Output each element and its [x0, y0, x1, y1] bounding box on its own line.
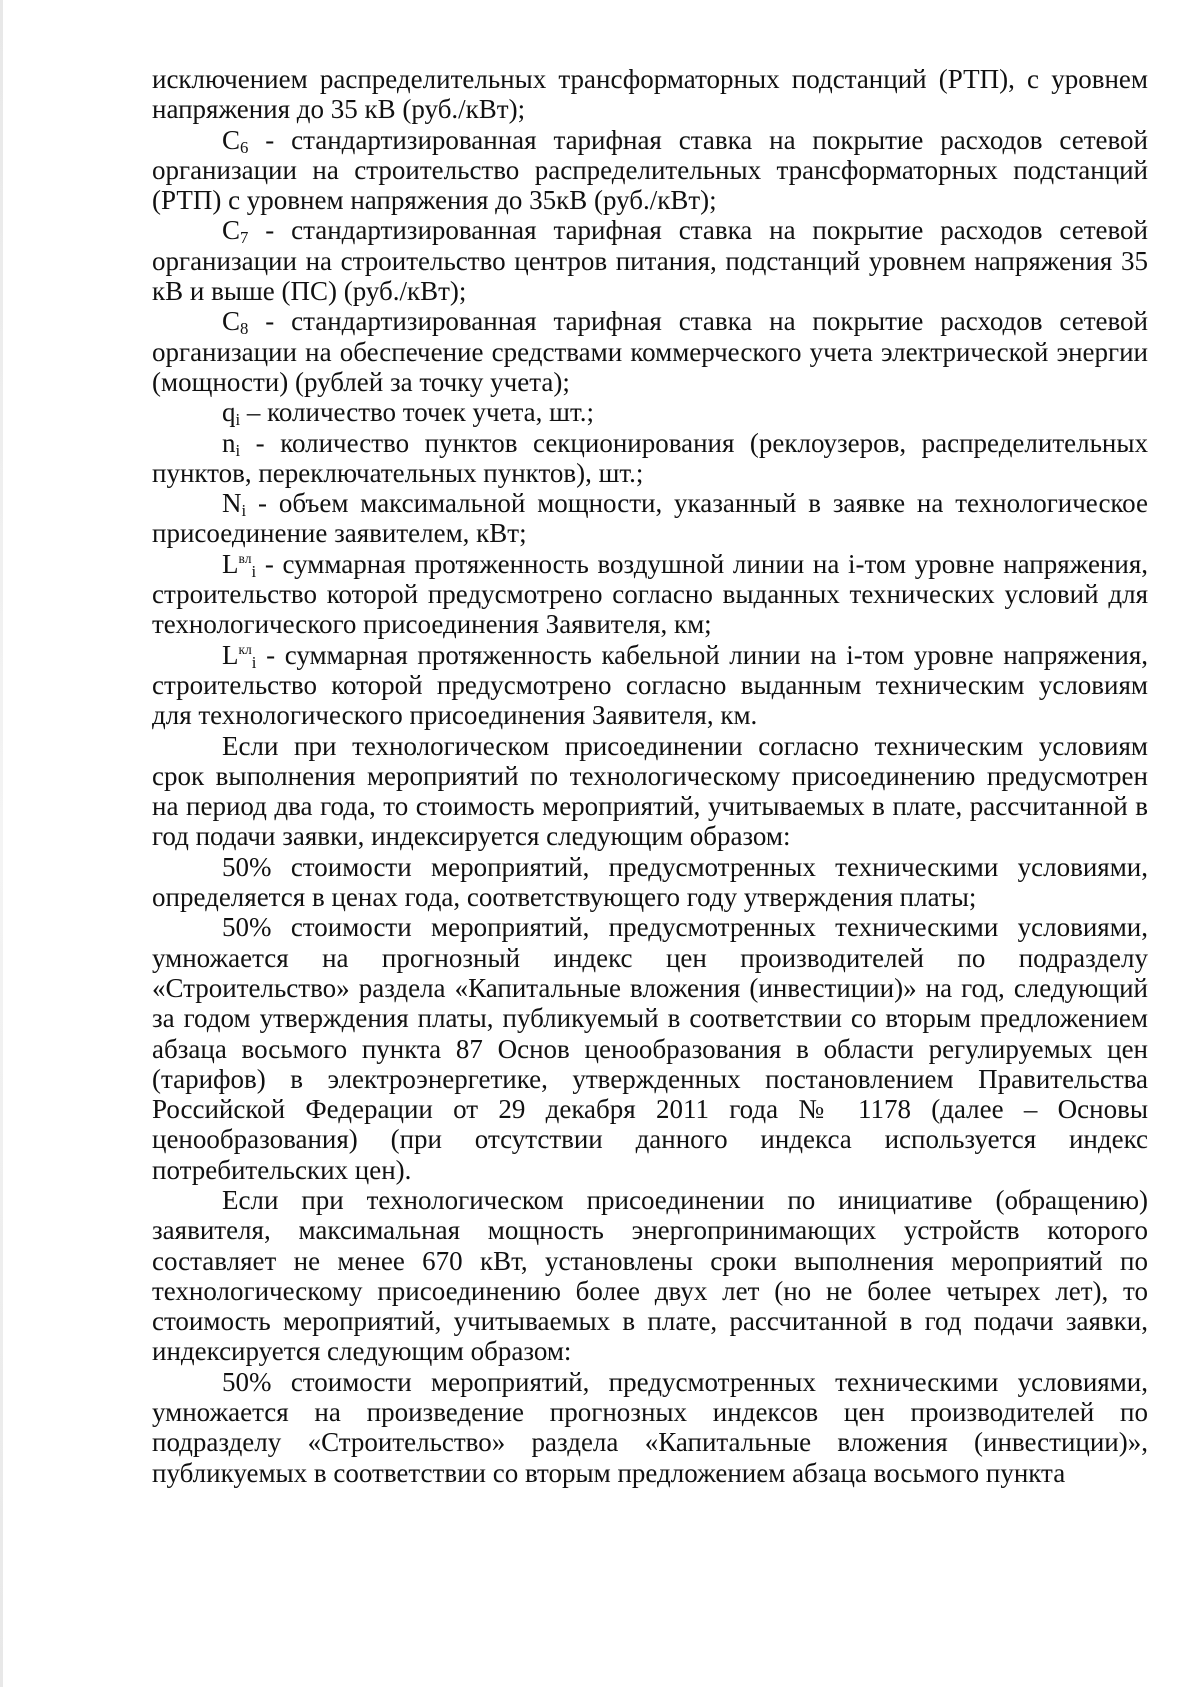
subscript-i: i [241, 501, 247, 521]
definition-text: - стандартизированная тарифная ставка на покрытие расходов сетевой организации на строительство распределительных трансформаторных подстанций (РТП) с уровнем напряжения до 35кВ (руб./кВт); [152, 124, 1148, 216]
paragraph-two-year-indexation: Если при технологическом присоединении согласно техническим условиям срок выполнения мероприятий по технологическому присоединению предусмотрен на период два года, то стоимость мероприятий, учитываемых в плате, рассчитанной в год подачи заявки, индексируется следующим образом: [152, 730, 1148, 852]
subscript-8: 8 [240, 319, 249, 339]
superscript-kl: кл [238, 641, 252, 657]
paragraph-fifty-percent-current-prices: 50% стоимости мероприятий, предусмотренных техническими условиями, определяется в ценах года, соответствующего году утверждения платы; [152, 851, 1148, 913]
scan-edge [0, 0, 3, 1687]
paragraph-qi-definition [152, 397, 1148, 430]
symbol-L: L [222, 639, 239, 670]
symbol-c: С [222, 124, 241, 155]
symbol-c: С [222, 215, 241, 246]
symbol-c: С [222, 306, 241, 337]
paragraph-c7-definition [152, 215, 1148, 306]
subscript-i: i [251, 652, 257, 672]
paragraph-Ni-definition [152, 488, 1148, 549]
subscript-7: 7 [240, 228, 249, 248]
paragraph-ni-definition [152, 428, 1148, 489]
definition-text: - суммарная протяженность кабельной линии на i-том уровне напряжения, строительство которой предусмотрено согласно выданным техническим условиям для технологического присоединения Заявителя, км. [152, 639, 1148, 731]
paragraph-fifty-percent-product-of-indices: 50% стоимости мероприятий, предусмотренных техническими условиями, умножается на произведение прогнозных индексов цен производителей по подразделу «Строительство» раздела «Капитальные вложения (инвестиции)», публикуемых в соответствии со вторым предложением абзаца восьмого пункта [152, 1366, 1148, 1488]
definition-text: - суммарная протяженность воздушной линии на i-том уровне напряжения, строительство которой предусмотрено согласно выданных технических условий для технологического присоединения Заявителя, км; [152, 548, 1148, 640]
definition-text: - объем максимальной мощности, указанный в заявке на технологическое присоединение заявителем, кВт; [152, 488, 1148, 549]
definition-text: – количество точек учета, шт.; [240, 397, 594, 428]
subscript-i: i [235, 410, 241, 430]
symbol-N: N [222, 488, 242, 519]
paragraph-rtp-continuation: исключением распределительных трансформаторных подстанций (РТП), с уровнем напряжения до 35 кВ (руб./кВт); [152, 64, 1148, 125]
definition-text: - количество пунктов секционирования (реклоузеров, распределительных пунктов, переключательных пунктов), шт.; [152, 427, 1148, 488]
definition-text: - стандартизированная тарифная ставка на покрытие расходов сетевой организации на строительство центров питания, подстанций уровнем напряжения 35 кВ и выше (ПС) (руб./кВт); [152, 215, 1148, 307]
paragraph-c6-definition [152, 125, 1148, 216]
subscript-i: i [251, 561, 257, 581]
paragraph-lkl-definition [152, 640, 1148, 731]
paragraph-over-two-years-indexation: Если при технологическом присоединении по инициативе (обращению) заявителя, максимальная мощность энергопринимающих устройств которого составляет не менее 670 кВт, установлены сроки выполнения мероприятий по технологическому присоединению более двух лет (но не более четырех лет), то стоимость мероприятий, учитываемых в плате, рассчитанной в год подачи заявки, индексируется следующим образом: [152, 1184, 1148, 1367]
symbol-n: n [222, 427, 236, 458]
subscript-6: 6 [240, 137, 249, 157]
definition-text: - стандартизированная тарифная ставка на покрытие расходов сетевой организации на обеспечение средствами коммерческого учета электрической энергии (мощности) (рублей за точку учета); [152, 306, 1148, 397]
paragraph-c8-definition [152, 306, 1148, 397]
symbol-L: L [222, 548, 239, 579]
symbol-q: q [222, 397, 236, 428]
superscript-vl: вл [238, 550, 252, 566]
document-page [152, 64, 1148, 1488]
paragraph-lvl-definition [152, 549, 1148, 640]
paragraph-fifty-percent-forecast-index: 50% стоимости мероприятий, предусмотренных техническими условиями, умножается на прогнозный индекс цен производителей по подразделу «Строительство» раздела «Капитальные вложения (инвестиции)» на год, следующий за годом утверждения платы, публикуемый в соответствии со вторым предложением абзаца восьмого пункта 87 Основ ценообразования в области регулируемых цен (тарифов) в электроэнергетике, утвержденных постановлением Правительства Российской Федерации от 29 декабря 2011 года № 1178 (далее – Основы ценообразования) (при отсутствии данного индекса используется индекс потребительских цен). [152, 912, 1148, 1185]
subscript-i: i [235, 440, 241, 460]
